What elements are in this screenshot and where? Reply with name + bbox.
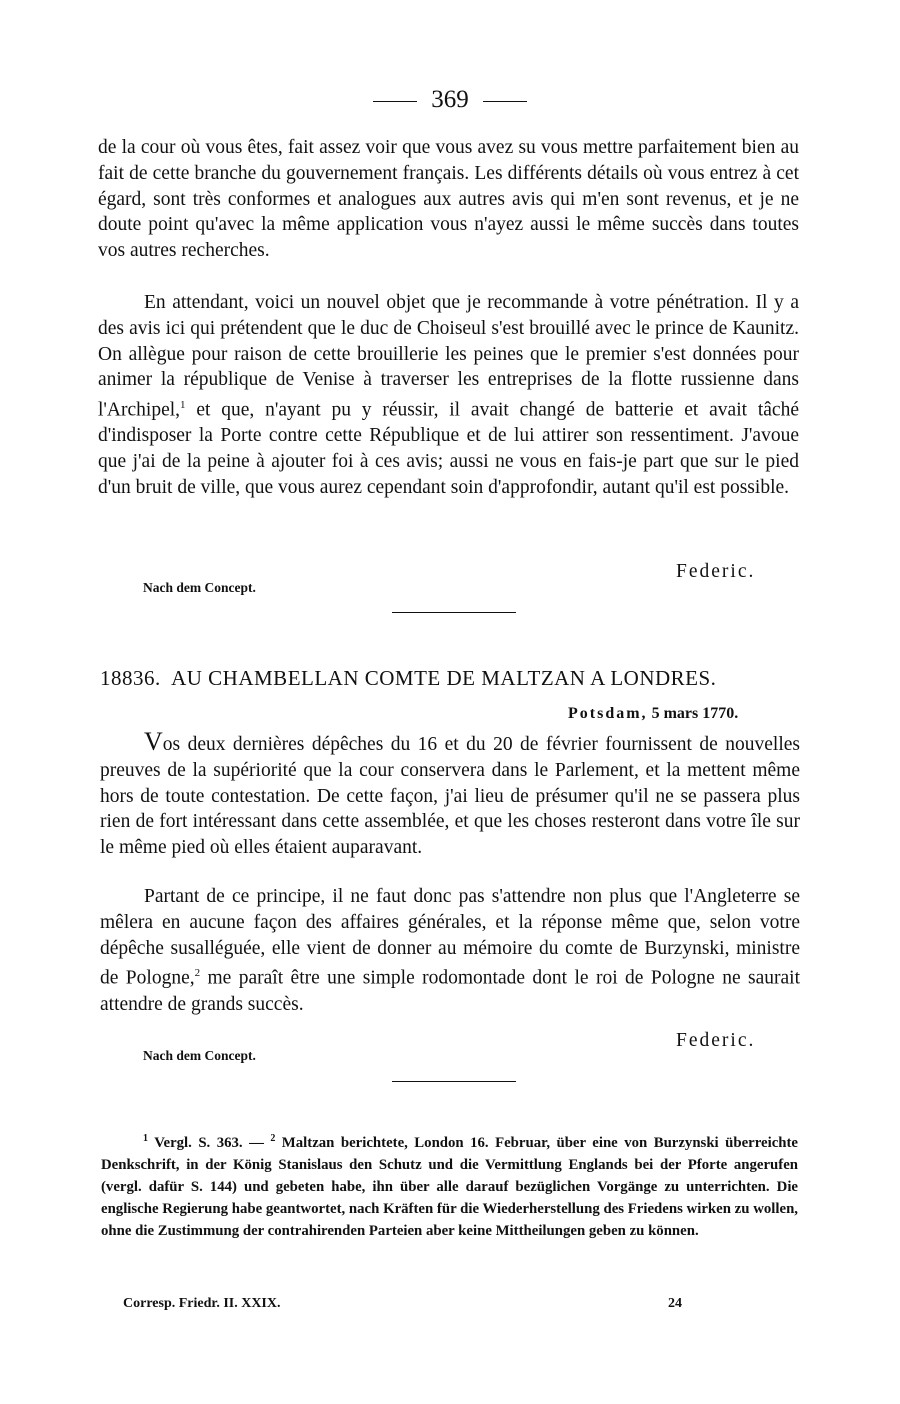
page-number: 369	[431, 86, 469, 113]
letter2-source-note: Nach dem Concept.	[143, 1048, 256, 1063]
letter1-paragraph-2	[98, 290, 799, 501]
page-header	[0, 86, 900, 114]
dateline-place: Potsdam,	[568, 705, 648, 722]
footnotes	[101, 1128, 798, 1242]
footnote-1-text: Vergl. S. 363. —	[148, 1134, 271, 1151]
footer-series-title: Corresp. Friedr. II. XXIX.	[123, 1296, 281, 1311]
letter2-paragraph-2-text-b: me paraît être une simple rodomontade dont le roi de Pologne ne saurait attendre de grands succès.	[100, 967, 800, 1015]
section-divider-1	[392, 612, 516, 613]
footnote-marker-2: 2	[270, 1133, 276, 1144]
footnote-marker-1: 1	[143, 1133, 148, 1144]
letter2-dateline	[568, 705, 738, 723]
letter1-paragraph-2-text-b: et que, n'ayant pu y réussir, il avait changé de batterie et avait tâché d'indisposer la Porte contre cette République et de lui attirer son ressentiment. J'avoue que j'ai de la peine à ajouter foi à ces avis; aussi ne vous en fais-je part que sur le pied d'un bruit de ville, que vous aurez cependant soin d'approfondir, autant qu'il est possible.	[98, 399, 799, 499]
footnote-ref-1: 1	[180, 399, 186, 412]
letter2-paragraph-1-text: os deux dernières dépêches du 16 et du 20 de février fournissent de nouvelles preuves de la supériorité que la cour conservera dans le Parlement, et la mettent même hors de toute contestation. De cette façon, j'ai lieu de présumer qu'il ne se passera plus rien de fort intéressant dans cette assemblée, et que les choses resteront dans votre île sur le même pied où elles étaient auparavant.	[100, 734, 800, 859]
footnote-2-text: Maltzan berichtete, London 16. Februar, über eine von Burzynski überreichte Denkschrift, in der König Stanislaus den Schutz und die Vermittlung Englands bei der Pforte angerufen (vergl. dafür S. 144) und gebeten habe, ihn über alle darauf bezüglichen Vorgänge zu unterrichten. Die englische Regierung habe geantwortet, nach Kräften für die Wiederherstellung des Friedens wirken zu wollen, ohne die Zustimmung der contrahirenden Parteien aber keine Mittheilungen geben zu können.	[101, 1134, 798, 1239]
header-dash-right	[483, 101, 527, 102]
footnote-ref-2: 2	[194, 967, 201, 980]
footer-signature-mark: 24	[668, 1296, 682, 1311]
letter2-paragraph-1	[100, 729, 800, 861]
letter1-source-note: Nach dem Concept.	[143, 580, 256, 595]
letter2-paragraph-2-text-a: Partant de ce principe, il ne faut donc pas s'attendre non plus que l'Angleterre se mêlera en aucune façon des affaires générales, et la réponse même que, selon votre dépêche susalléguée, elle vient de donner au mémoire du comte de Burzynski, ministre de Pologne,	[100, 886, 800, 989]
letter1-signature: Federic.	[676, 561, 756, 582]
letter-number: 18836.	[100, 666, 161, 690]
dateline-date: 5 mars 1770.	[651, 705, 739, 722]
letter2-heading	[100, 666, 800, 691]
letter2-paragraph-2	[100, 884, 800, 1017]
letter2-signature: Federic.	[676, 1030, 756, 1051]
letter1-paragraph-1: de la cour où vous êtes, fait assez voir que vous avez su vous mettre parfaitement bien au fait de cette branche du gouvernement français. Les différents détails où vous entrez à cet égard, sont très conformes et analogues aux autres avis qui m'en sont revenus, et je ne doute point qu'avec la même application vous n'ayez aussi le même succès dans toutes vos autres recherches.	[98, 137, 799, 262]
initial-letter: V	[144, 727, 163, 756]
header-dash-left	[373, 101, 417, 102]
letter-title: AU CHAMBELLAN COMTE DE MALTZAN A LONDRES.	[171, 666, 717, 690]
section-divider-2	[392, 1081, 516, 1082]
letter1-paragraph-2-text-a: En attendant, voici un nouvel objet que je recommande à votre pénétration. Il y a des avis ici qui prétendent que le duc de Choiseul s'est brouillé avec le prince de Kaunitz. On allègue pour raison de cette brouillerie les peines que le premier s'est données pour animer la république de Venise à traverser les entreprises de la flotte russienne dans l'Archipel,	[98, 292, 799, 421]
